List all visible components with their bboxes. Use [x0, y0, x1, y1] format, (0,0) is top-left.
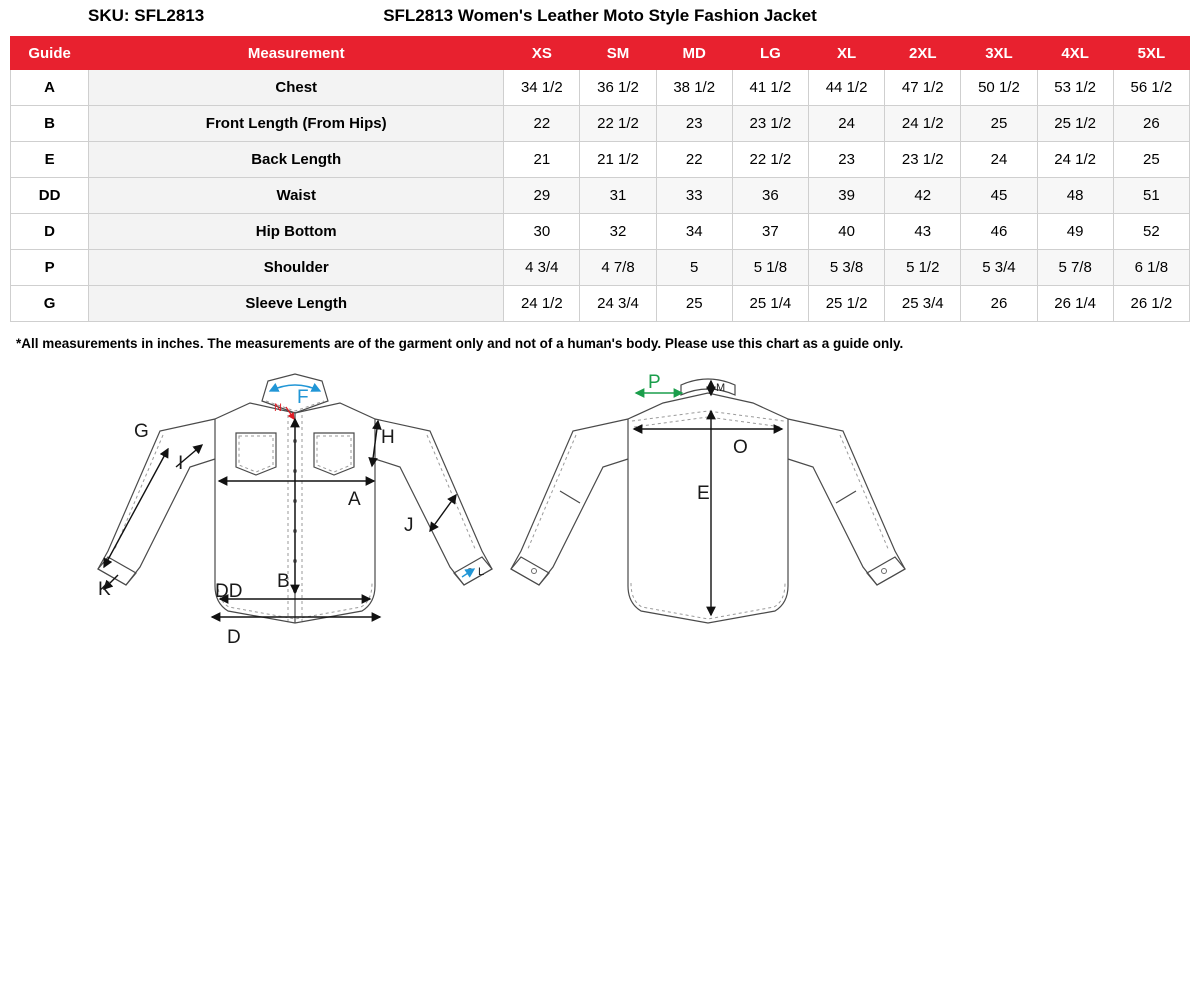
column-header-md: MD: [656, 37, 732, 70]
table-row: [11, 286, 1190, 322]
table-header-row: [11, 37, 1190, 70]
cell-md: 5: [656, 250, 732, 286]
column-header-5xl: 5XL: [1113, 37, 1189, 70]
column-header-guide: Guide: [11, 37, 89, 70]
cell-md: 25: [656, 286, 732, 322]
column-header-xs: XS: [504, 37, 580, 70]
cell-md: 33: [656, 178, 732, 214]
cell-3xl: 24: [961, 142, 1037, 178]
cell-measurement: Chest: [89, 70, 504, 106]
page-title: SFL2813 Women's Leather Moto Style Fashion Jacket: [383, 6, 817, 25]
cell-lg: 5 1/8: [732, 250, 808, 286]
label-D: D: [227, 627, 241, 648]
cell-xs: 21: [504, 142, 580, 178]
cell-xl: 39: [808, 178, 884, 214]
label-K: K: [98, 579, 111, 600]
cell-4xl: 53 1/2: [1037, 70, 1113, 106]
label-H: H: [381, 427, 395, 448]
back-view-illustration: [511, 372, 905, 623]
cell-xs: 4 3/4: [504, 250, 580, 286]
page-header: [0, 0, 1200, 36]
cell-4xl: 25 1/2: [1037, 106, 1113, 142]
cell-sm: 31: [580, 178, 656, 214]
label-G: G: [134, 421, 149, 442]
cell-3xl: 50 1/2: [961, 70, 1037, 106]
cell-2xl: 43: [885, 214, 961, 250]
size-chart-table: [10, 36, 1190, 322]
cell-md: 22: [656, 142, 732, 178]
cell-3xl: 45: [961, 178, 1037, 214]
cell-lg: 25 1/4: [732, 286, 808, 322]
cell-4xl: 24 1/2: [1037, 142, 1113, 178]
cell-guide: E: [11, 142, 89, 178]
column-header-sm: SM: [580, 37, 656, 70]
label-J: J: [404, 515, 414, 536]
cell-xs: 29: [504, 178, 580, 214]
cell-2xl: 5 1/2: [885, 250, 961, 286]
cell-2xl: 24 1/2: [885, 106, 961, 142]
cell-lg: 23 1/2: [732, 106, 808, 142]
cell-4xl: 48: [1037, 178, 1113, 214]
cell-3xl: 5 3/4: [961, 250, 1037, 286]
cell-lg: 22 1/2: [732, 142, 808, 178]
cell-measurement: Front Length (From Hips): [89, 106, 504, 142]
cell-guide: G: [11, 286, 89, 322]
label-P: P: [648, 372, 661, 393]
cell-2xl: 42: [885, 178, 961, 214]
cell-4xl: 26 1/4: [1037, 286, 1113, 322]
table-row: [11, 178, 1190, 214]
cell-md: 23: [656, 106, 732, 142]
garment-diagram: [0, 371, 1200, 671]
cell-measurement: Waist: [89, 178, 504, 214]
cell-lg: 41 1/2: [732, 70, 808, 106]
label-E: E: [697, 483, 710, 504]
cell-4xl: 5 7/8: [1037, 250, 1113, 286]
cell-sm: 21 1/2: [580, 142, 656, 178]
cell-5xl: 51: [1113, 178, 1189, 214]
cell-xl: 23: [808, 142, 884, 178]
cell-3xl: 46: [961, 214, 1037, 250]
cell-sm: 4 7/8: [580, 250, 656, 286]
table-row: [11, 250, 1190, 286]
cell-guide: A: [11, 70, 89, 106]
label-L: L: [478, 566, 485, 578]
label-B: B: [277, 571, 290, 592]
cell-4xl: 49: [1037, 214, 1113, 250]
label-F: F: [297, 387, 309, 408]
cell-guide: P: [11, 250, 89, 286]
front-view-illustration: [98, 374, 492, 648]
cell-lg: 36: [732, 178, 808, 214]
cell-xs: 24 1/2: [504, 286, 580, 322]
cell-sm: 32: [580, 214, 656, 250]
label-A: A: [348, 489, 361, 510]
cell-5xl: 25: [1113, 142, 1189, 178]
label-M: M: [716, 382, 726, 394]
cell-5xl: 26 1/2: [1113, 286, 1189, 322]
column-header-2xl: 2XL: [885, 37, 961, 70]
cell-measurement: Sleeve Length: [89, 286, 504, 322]
column-header-lg: LG: [732, 37, 808, 70]
cell-3xl: 25: [961, 106, 1037, 142]
table-row: [11, 142, 1190, 178]
table-row: [11, 70, 1190, 106]
label-O: O: [733, 437, 748, 458]
sku-label: SKU: SFL2813: [88, 6, 205, 25]
cell-5xl: 56 1/2: [1113, 70, 1189, 106]
cell-xl: 40: [808, 214, 884, 250]
table-row: [11, 106, 1190, 142]
cell-xs: 22: [504, 106, 580, 142]
cell-xs: 30: [504, 214, 580, 250]
cell-measurement: Shoulder: [89, 250, 504, 286]
cell-lg: 37: [732, 214, 808, 250]
label-N: N: [274, 402, 282, 414]
cell-5xl: 52: [1113, 214, 1189, 250]
cell-xl: 24: [808, 106, 884, 142]
measurement-note: *All measurements in inches. The measurements are of the garment only and not of a human's body. Please use this chart as a guide only.: [16, 336, 904, 351]
cell-guide: DD: [11, 178, 89, 214]
cell-2xl: 47 1/2: [885, 70, 961, 106]
table-row: [11, 214, 1190, 250]
cell-md: 38 1/2: [656, 70, 732, 106]
cell-5xl: 26: [1113, 106, 1189, 142]
cell-xs: 34 1/2: [504, 70, 580, 106]
label-DD: DD: [215, 581, 243, 602]
cell-xl: 25 1/2: [808, 286, 884, 322]
cell-measurement: Hip Bottom: [89, 214, 504, 250]
cell-sm: 24 3/4: [580, 286, 656, 322]
cell-2xl: 23 1/2: [885, 142, 961, 178]
column-header-4xl: 4XL: [1037, 37, 1113, 70]
cell-guide: B: [11, 106, 89, 142]
column-header-measurement: Measurement: [89, 37, 504, 70]
column-header-xl: XL: [808, 37, 884, 70]
cell-measurement: Back Length: [89, 142, 504, 178]
cell-xl: 5 3/8: [808, 250, 884, 286]
label-I: I: [178, 453, 184, 474]
cell-2xl: 25 3/4: [885, 286, 961, 322]
column-header-3xl: 3XL: [961, 37, 1037, 70]
cell-3xl: 26: [961, 286, 1037, 322]
cell-xl: 44 1/2: [808, 70, 884, 106]
cell-5xl: 6 1/8: [1113, 250, 1189, 286]
cell-md: 34: [656, 214, 732, 250]
cell-sm: 22 1/2: [580, 106, 656, 142]
cell-sm: 36 1/2: [580, 70, 656, 106]
cell-guide: D: [11, 214, 89, 250]
